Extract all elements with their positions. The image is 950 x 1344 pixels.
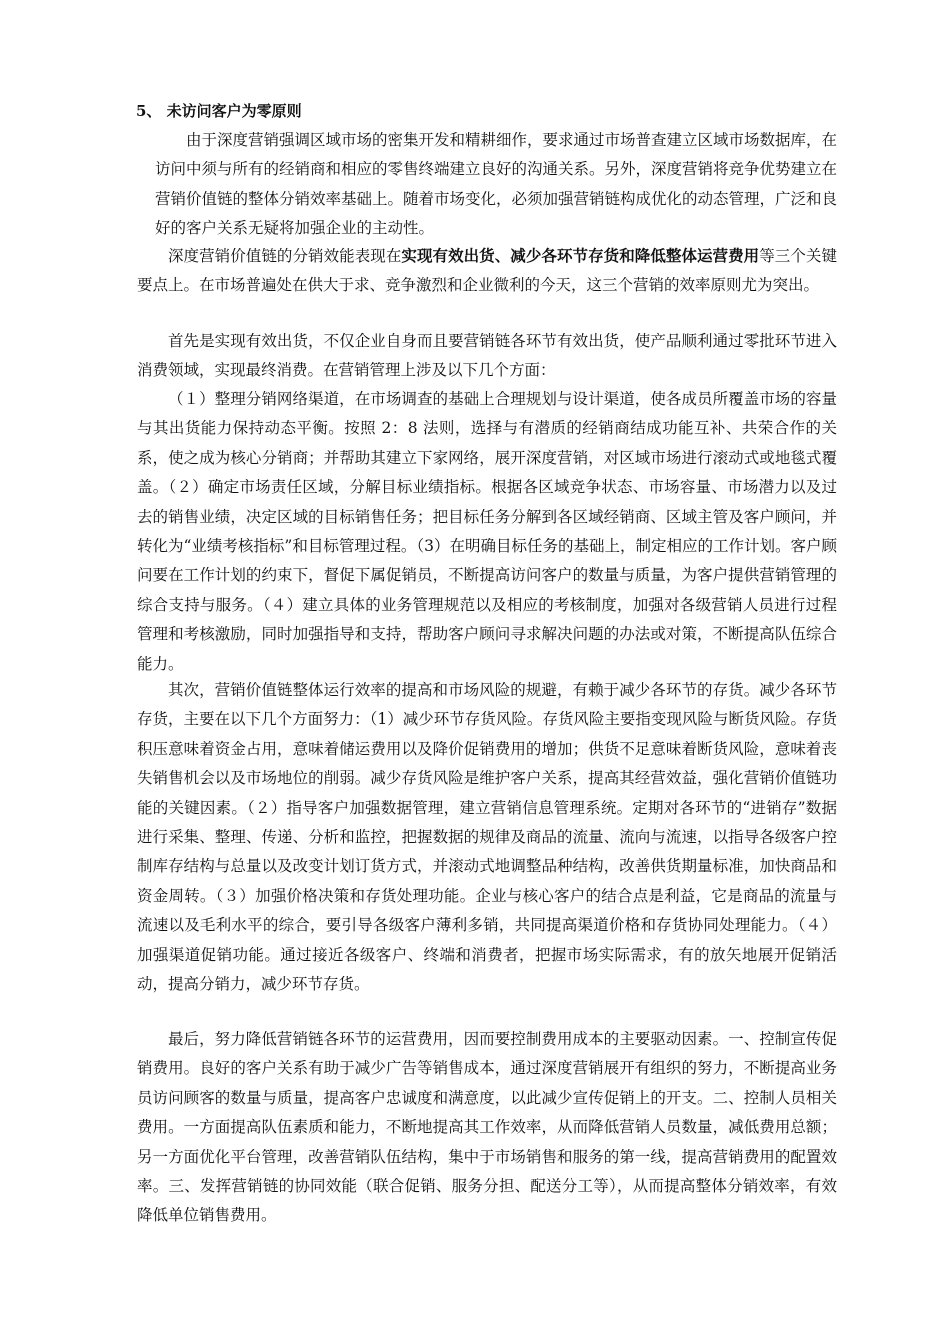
- paragraph-customer-database: 由于深度营销强调区域市场的密集开发和精耕细作，要求通过市场普查建立区域市场数据库，在访问中须与所有的经销商和相应的零售终端建立良好的沟通关系。另外，深度营销将竞争优势建立在营销价值链的整体分销效率基础上。随着市场变化，必须加强营销链构成优化的动态管理，广泛和良好的客户关系无疑将加强企业的主动性。: [155, 131, 838, 238]
- paragraph-inventory-reduction: 其次，营销价值链整体运行效率的提高和市场风险的规避，有赖于减少各环节的存货。减少各环节存货，主要在以下几个方面努力：（1）减少环节存货风险。存货风险主要指变现风险与断货风险。存货积压意味着资金占用，意味着储运费用以及降价促销费用的增加；供货不足意味着断货风险，意味着丧失销售机会以及市场地位的削弱。减少存货风险是维护客户关系，提高其经营效益，强化营销价值链功能的关键因素。（２）指导客户加强数据管理，建立营销信息管理系统。定期对各环节的“进销存”数据进行采集、整理、传递、分析和监控，把握数据的规律及商品的流量、流向与流速，以指导各级客户控制库存结构与总量以及改变计划订货方式，并滚动式地调整品种结构，改善供货期量标准，加快商品和资金周转。（３）加强价格决策和存货处理功能。企业与核心客户的结合点是利益，它是商品的流量与流速以及毛利水平的综合，要引导各级客户薄利多销，共同提高渠道价格和存货协同处理能力。（４）加强渠道促销功能。通过接近各级客户、终端和消费者，把握市场实际需求，有的放矢地展开促销活动，提高分销力，减少环节存货。: [137, 681, 837, 994]
- paragraph-text: 深度营销价值链的分销效能表现在: [168, 247, 402, 265]
- section-heading: 5、 未访问客户为零原则: [136, 102, 302, 120]
- paragraph-cost-reduction: 最后，努力降低营销链各环节的运营费用，因而要控制费用成本的主要驱动因素。一、控制宣传促销费用。良好的客户关系有助于减少广告等销售成本，通过深度营销展开有组织的努力，不断提高业务员访问顾客的数量与质量，提高客户忠诚度和满意度，以此减少宣传促销上的开支。二、控制人员相关费用。一方面提高队伍素质和能力，不断地提高其工作效率，从而降低营销人员数量，减低费用总额；另一方面优化平台管理，改善营销队伍结构，集中于市场销售和服务的第一线，提高营销费用的配置效率。三、发挥营销链的协同效能（联合促销、服务分担、配送分工等），从而提高整体分销效率，有效降低单位销售费用。: [137, 1030, 837, 1225]
- emphasis-text: 实现有效出货、减少各环节存货和降低整体运营费用: [401, 246, 760, 265]
- paragraph-text: 等三个关键要点上。在市场普遍处在供大于求、竞争激烈和企业微利的今天，这三个营销的效率原则尤为突出。: [137, 247, 837, 295]
- paragraph-shipment-measures: （１）整理分销网络渠道，在市场调查的基础上合理规划与设计渠道，使各成员所覆盖市场的容量与其出货能力保持动态平衡。按照 2：8 法则，选择与有潜质的经销商结成功能互补、共荣合作的关系，使之成为核心分销商；并帮助其建立下家网络，展开深度营销，对区域市场进行滚动式或地毯式覆盖。（２）确定市场责任区域，分解目标业绩指标。根据各区域竞争状态、市场容量、市场潜力以及过去的销售业绩，决定区域的目标销售任务；把目标任务分解到各区域经销商、区域主管及客户顾问，并转化为“业绩考核指标”和目标管理过程。（3）在明确目标任务的基础上，制定相应的工作计划。客户顾问要在工作计划的约束下，督促下属促销员，不断提高访问客户的数量与质量，为客户提供营销管理的综合支持与服务。（４）建立具体的业务管理规范以及相应的考核制度，加强对各级营销人员进行过程管理和考核激励，同时加强指导和支持，帮助客户顾问寻求解决问题的办法或对策，不断提高队伍综合能力。: [137, 390, 837, 673]
- paragraph-effective-shipment: 首先是实现有效出货，不仅企业自身而且要营销链各环节有效出货，使产品顺利通过零批环节进入消费领域，实现最终消费。在营销管理上涉及以下几个方面：: [137, 332, 837, 380]
- paragraph-value-chain-efficiency: [137, 241, 837, 301]
